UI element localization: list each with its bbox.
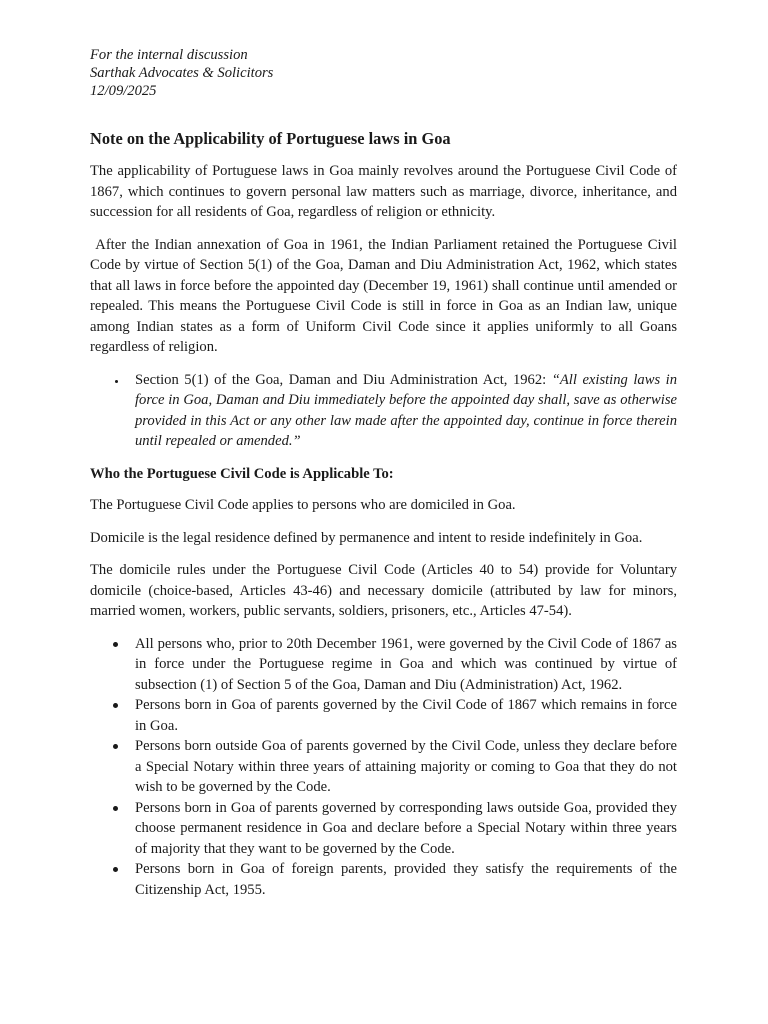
bullet-dot-icon bbox=[113, 744, 118, 749]
list-item bbox=[90, 859, 677, 900]
applicability-list bbox=[90, 634, 677, 901]
quote-text: “All existing laws in force in Goa, Daman and Diu immediately before the appointed day shall, save as otherwise provided in this Act or any other law made after the appointed day, continue in force therein until repealed or amended.” bbox=[135, 371, 678, 449]
list-item bbox=[90, 736, 677, 798]
bullet-dot-icon bbox=[115, 380, 118, 383]
paragraph-annexation bbox=[90, 235, 677, 358]
paragraph-annexation-text: After the Indian annexation of Goa in 1961, the Indian Parliament retained the Portuguese Civil Code by virtue of Section 5(1) of the Goa, Daman and Diu Administration Act, 1962, which states that all laws in force before the appointed day (December 19, 1961) shall continue until amended or repealed. This means the Portuguese Civil Code is still in force in Goa as an Indian law, unique among Indian states as a form of Uniform Civil Code since it applies uniformly to all Goans regardless of religion. bbox=[90, 236, 677, 355]
list-item-text: Persons born in Goa of parents governed by corresponding laws outside Goa, provided they choose permanent residence in Goa and declare before a Special Notary within three years of majority that they want to be governed by the Code. bbox=[135, 799, 677, 857]
list-item bbox=[90, 695, 677, 736]
list-item bbox=[90, 798, 677, 860]
paragraph-domicile: Domicile is the legal residence defined by permanence and intent to reside indefinitely in Goa. bbox=[90, 529, 643, 546]
header-firm: Sarthak Advocates & Solicitors bbox=[90, 65, 274, 81]
list-item bbox=[90, 370, 677, 452]
document-title: Note on the Applicability of Portuguese laws in Goa bbox=[90, 129, 451, 148]
document-header bbox=[90, 46, 677, 100]
paragraph-applies: The Portuguese Civil Code applies to persons who are domiciled in Goa. bbox=[90, 497, 516, 513]
bullet-dot-icon bbox=[113, 703, 118, 708]
bullet-dot-icon bbox=[113, 642, 118, 647]
quote-list bbox=[90, 370, 677, 452]
list-item-text: All persons who, prior to 20th December 1961, were governed by the Civil Code of 1867 as in force under the Portuguese regime in Goa and which was continued by virtue of subsection (1) of Section 5 of the Goa, Daman and Diu (Administration) Act, 1962. bbox=[135, 635, 677, 693]
list-item-text: Persons born in Goa of foreign parents, provided they satisfy the requirements of the Citizenship Act, 1955. bbox=[135, 861, 677, 898]
paragraph-domicile-rules: The domicile rules under the Portuguese Civil Code (Articles 40 to 54) provide for Voluntary domicile (choice-based, Articles 43-46) and necessary domicile (attributed by law for minors, married women, workers, public servants, soldiers, prisoners, etc., Articles 47-54). bbox=[90, 562, 677, 619]
bullet-dot-icon bbox=[113, 867, 118, 872]
quote-lead: Section 5(1) of the Goa, Daman and Diu Administration Act, 1962: bbox=[135, 371, 547, 388]
document-page bbox=[90, 46, 677, 900]
section-heading: Who the Portuguese Civil Code is Applicable To: bbox=[90, 465, 394, 482]
paragraph-intro: The applicability of Portuguese laws in Goa mainly revolves around the Portuguese Civil Code of 1867, which continues to govern personal law matters such as marriage, divorce, inheritance, and succession for all residents of Goa, regardless of religion or ethnicity. bbox=[90, 163, 677, 220]
header-purpose: For the internal discussion bbox=[90, 47, 248, 63]
list-item bbox=[90, 634, 677, 696]
header-date: 12/09/2025 bbox=[90, 83, 157, 99]
list-item-text: Persons born in Goa of parents governed by the Civil Code of 1867 which remains in force in Goa. bbox=[135, 697, 677, 734]
bullet-dot-icon bbox=[113, 806, 118, 811]
list-item-text: Persons born outside Goa of parents governed by the Civil Code, unless they declare before a Special Notary within three years of attaining majority or coming to Goa that they do not wish to be governed by the Code. bbox=[135, 738, 677, 795]
